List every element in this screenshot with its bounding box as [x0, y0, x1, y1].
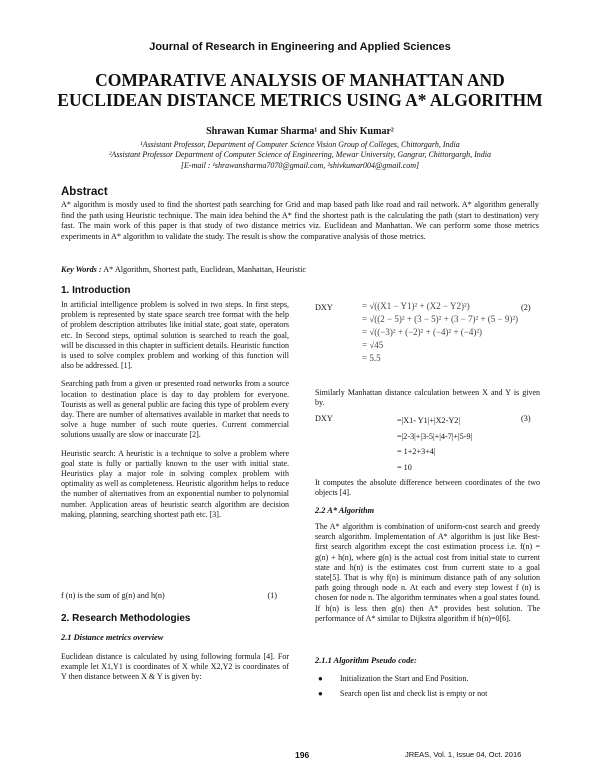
- journal-header: Journal of Research in Engineering and Applied Sciences: [149, 41, 451, 53]
- journal-footer-info: JREAS, Vol. 1, Issue 04, Oct. 2016: [405, 750, 522, 759]
- section-2-heading: 2. Research Methodologies: [61, 613, 191, 624]
- paper-title: [30, 70, 570, 110]
- email-line: [E-mail : ¹shrawansharma7070@gmail.com, ²shivkumar004@gmail.com]: [180, 161, 420, 170]
- euclidean-derivation: [362, 300, 518, 365]
- eq2-line-2: = √((2 − 5)² + (3 − 5)² + (3 − 7)² + (5 − 9)²): [362, 314, 519, 324]
- intro-paragraph-2: Searching path from a given or presented road networks from a source location to destination place is day to day problem for everyone. Tourists as well as general public are facing this type of problem every day. There are number of alternatives available in market that needs to solve a huge number of such route queries. Current commercial solutions usually are slow or inaccurate [2].: [61, 379, 289, 440]
- affiliation-1: ¹Assistant Professor, Department of Computer Science Vision Group of Colleges, Chittorgarh, India: [140, 140, 460, 149]
- eq3-line-2: =|2-3|+|3-5|+|4-7|+|5-9|: [397, 431, 473, 441]
- title-line-2: EUCLIDEAN DISTANCE METRICS USING A* ALGORITHM: [57, 90, 543, 110]
- bullet-item-2: [318, 689, 540, 698]
- eq3-line-4: = 10: [397, 462, 412, 472]
- page-number: 196: [295, 750, 310, 760]
- subsection-2-1-1-heading: 2.1.1 Algorithm Pseudo code:: [315, 656, 417, 665]
- bullet-icon: ●: [318, 674, 323, 683]
- abstract-text: A* algorithm is mostly used to find the shortest path searching for Grid and map based path like road and rail network. A* algorithm generally find the path using Heuristic technique. The main idea behind the A* find the shortest path is the calculating the path (start to destination) very fast. The main work of this paper is that study of two distance metrics viz. Euclidean and Manhattan. We can perform some those metrics experiments in A* algorithm to validate the study. The result is show the comparative analysis of those metrics.: [61, 200, 539, 241]
- subsection-2-1-heading: 2.1 Distance metrics overview: [61, 633, 164, 642]
- dxy-label-2: DXY: [315, 414, 333, 423]
- manhattan-intro: Similarly Manhattan distance calculation between X and Y is given by.: [315, 388, 540, 408]
- eq3-line-1: =|X1- Y1|+|X2-Y2|: [397, 416, 461, 425]
- keywords: [61, 265, 539, 275]
- distance-paragraph: Euclidean distance is calculated by using following formula [4]. For example let X1,Y1 is coordinates of X while X2,Y2 is coordinates of Y then distance between X & Y is given by:: [61, 652, 289, 682]
- bullet-item-2-text: Search open list and check list is empty or not: [340, 689, 488, 698]
- intro-paragraph-1: In artificial intelligence problem is solved in two steps. In first steps, problem is represented by state space search tree format with the help of problem description attributes like initial state, goat state, operators etc. In Second steps, optimal solution is searched to reach the goal, will be discussed in this chapter in sufficient details. Heuristic function is used to solve complex problem and working of this function will also be addressed. [1].: [61, 300, 289, 371]
- keywords-text: A* Algorithm, Shortest path, Euclidean, Manhattan, Heuristic: [101, 265, 307, 274]
- equation-1: [61, 591, 289, 601]
- eq2-line-4: = √45: [362, 340, 384, 350]
- section-1-heading: 1. Introduction: [61, 285, 131, 296]
- keywords-label: Key Words :: [61, 265, 102, 274]
- equation-1-text: f (n) is the sum of g(n) and h(n): [61, 591, 165, 600]
- manhattan-derivation: [397, 413, 472, 475]
- eq2-line-3: = √((−3)² + (−2)² + (−4)² + (−4)²): [362, 327, 483, 337]
- equation-3-number: (3): [521, 414, 531, 423]
- abstract-heading: Abstract: [61, 186, 108, 198]
- eq2-line-5: = 5.5: [362, 353, 381, 363]
- intro-paragraph-3: Heuristic search: A heuristic is a technique to solve a problem where goal state is fully or partially known to the user with initial state. Heuristics play a major role in solving complex problem with optimality as well as completeness. Heuristic algorithm helps to reduce the number of alternatives from an exponential number to polynomial number. Application areas of heuristic search algorithm are decision making, planning, searching shortest path etc. [3].: [61, 448, 289, 519]
- left-column-body: [61, 300, 289, 528]
- subsection-2-2-heading: 2.2 A* Algorithm: [315, 506, 375, 515]
- title-line-1: COMPARATIVE ANALYSIS OF MANHATTAN AND: [95, 70, 505, 90]
- equation-2-number: (2): [521, 303, 531, 312]
- bullet-icon: ●: [318, 689, 323, 698]
- equation-1-number: (1): [267, 591, 277, 600]
- eq2-line-1: = √((X1 − Y1)² + (X2 − Y2)²): [362, 301, 470, 311]
- astar-paragraph: The A* algorithm is combination of uniform-cost search and greedy search algorithm. Implementation of A* algorithm is just like Best-first search algorithm except the cost estimation process i.e. f(n) = g(n) + h(n), where g(n) is the actual cost from initial state to current state and h(n) is the estimates cost from current state to a goal state[5]. That is why f(n) is minimum distance path of any solution path going through node n. At each and every step lowest f (n) is chosen for node n. The algorithm terminates when a goal states found. If h(n) is less then g(n) then A* provides best solution. The performance of A* similar to Dijkstra algorithm if h(n)=0[6].: [315, 522, 540, 623]
- eq3-line-3: = 1+2+3+4|: [397, 447, 436, 456]
- authors: Shrawan Kumar Sharma¹ and Shiv Kumar²: [206, 126, 394, 137]
- dxy-label-1: DXY: [315, 303, 333, 312]
- bullet-item-1-text: Initialization the Start and End Position.: [340, 674, 469, 683]
- affiliation-2: ²Assistant Professor Department of Computer Science of Engineering, Mewar University, Gangrar, Chittorgargh, India: [109, 150, 491, 159]
- bullet-item-1: [318, 674, 540, 683]
- pseudo-code-list: [318, 674, 540, 698]
- manhattan-conclusion: It computes the absolute difference between coordinates of the two objects [4].: [315, 478, 540, 498]
